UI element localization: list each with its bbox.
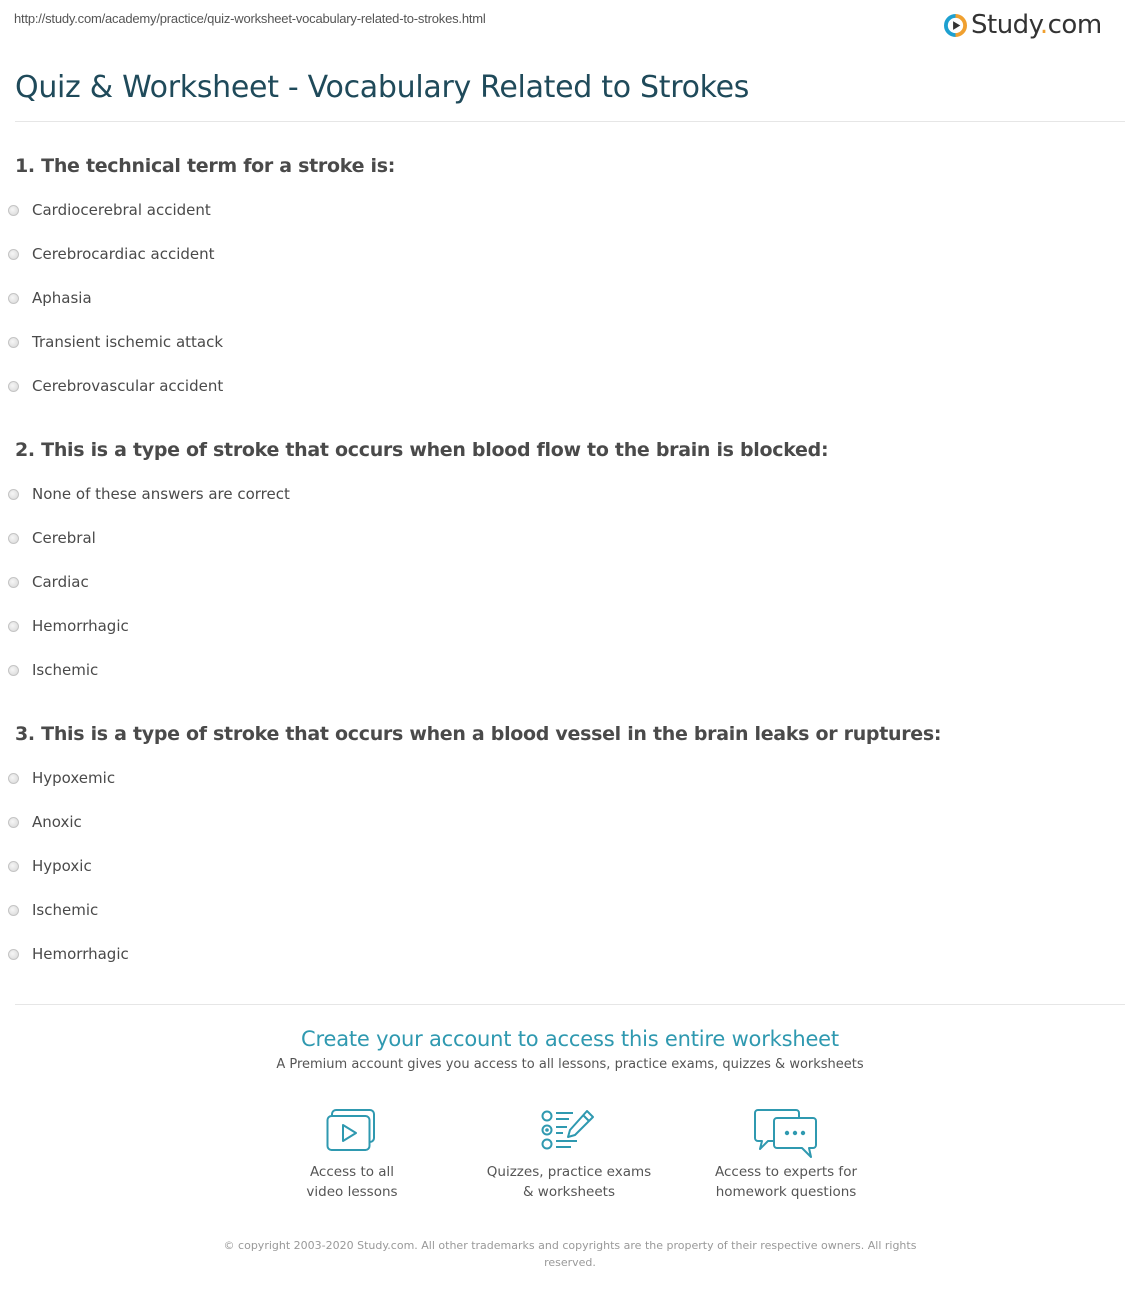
question-text: 1. The technical term for a stroke is: [15,155,396,177]
cta-subtitle: A Premium account gives you access to all lessons, practice exams, quizzes & worksheets [276,1057,864,1072]
radio-icon[interactable] [8,381,19,392]
answer-option[interactable]: Hypoxic [8,856,92,876]
feature-label: Quizzes, practice exams & worksheets [486,1164,652,1200]
radio-icon[interactable] [8,861,19,872]
answer-option[interactable]: Aphasia [8,288,92,308]
feature-video-lessons [252,1108,452,1202]
logo-wordmark: Study.com [971,10,1102,40]
feature-label: Access to experts for homework questions [714,1164,857,1200]
copyright-notice: © copyright 2003-2020 Study.com. All other trademarks and copyrights are the property of their respective owners. All rights reserved. [223,1239,917,1269]
create-account-link[interactable]: Create your account to access this entire worksheet [301,1027,839,1051]
chat-bubbles-icon [686,1108,886,1158]
feature-experts [686,1108,886,1202]
answer-option[interactable]: Transient ischemic attack [8,332,223,352]
feature-quizzes [469,1108,669,1202]
radio-icon[interactable] [8,621,19,632]
answer-option[interactable]: Hemorrhagic [8,616,129,636]
question-2 [15,439,828,461]
answer-option[interactable]: None of these answers are correct [8,484,290,504]
page-url: http://study.com/academy/practice/quiz-worksheet-vocabulary-related-to-strokes.html [14,11,486,26]
answer-option[interactable]: Cerebral [8,528,96,548]
radio-icon[interactable] [8,533,19,544]
radio-icon[interactable] [8,817,19,828]
quiz-checklist-icon [469,1108,669,1152]
radio-icon[interactable] [8,293,19,304]
feature-label: Access to all video lessons [306,1164,398,1200]
radio-icon[interactable] [8,665,19,676]
play-circle-icon [944,14,967,37]
answer-option[interactable]: Hemorrhagic [8,944,129,964]
radio-icon[interactable] [8,489,19,500]
answer-option[interactable]: Hypoxemic [8,768,115,788]
radio-icon[interactable] [8,905,19,916]
answer-option[interactable]: Ischemic [8,660,98,680]
question-3 [15,723,941,745]
page-title: Quiz & Worksheet - Vocabulary Related to Strokes [15,70,750,105]
question-1 [15,155,395,177]
radio-icon[interactable] [8,949,19,960]
radio-icon[interactable] [8,577,19,588]
answer-option[interactable]: Cardiac [8,572,89,592]
cta-divider [15,1004,1125,1005]
answer-option[interactable]: Anoxic [8,812,82,832]
title-divider [15,121,1125,122]
answer-option[interactable]: Cerebrocardiac accident [8,244,215,264]
answer-option[interactable]: Cerebrovascular accident [8,376,223,396]
answer-option[interactable]: Cardiocerebral accident [8,200,211,220]
study-logo[interactable] [944,8,1102,42]
radio-icon[interactable] [8,337,19,348]
question-text: 3. This is a type of stroke that occurs when a blood vessel in the brain leaks or ruptures: [15,723,942,745]
radio-icon[interactable] [8,773,19,784]
video-lessons-icon [252,1108,452,1152]
answer-option[interactable]: Ischemic [8,900,98,920]
radio-icon[interactable] [8,249,19,260]
radio-icon[interactable] [8,205,19,216]
question-text: 2. This is a type of stroke that occurs when blood flow to the brain is blocked: [15,439,829,461]
